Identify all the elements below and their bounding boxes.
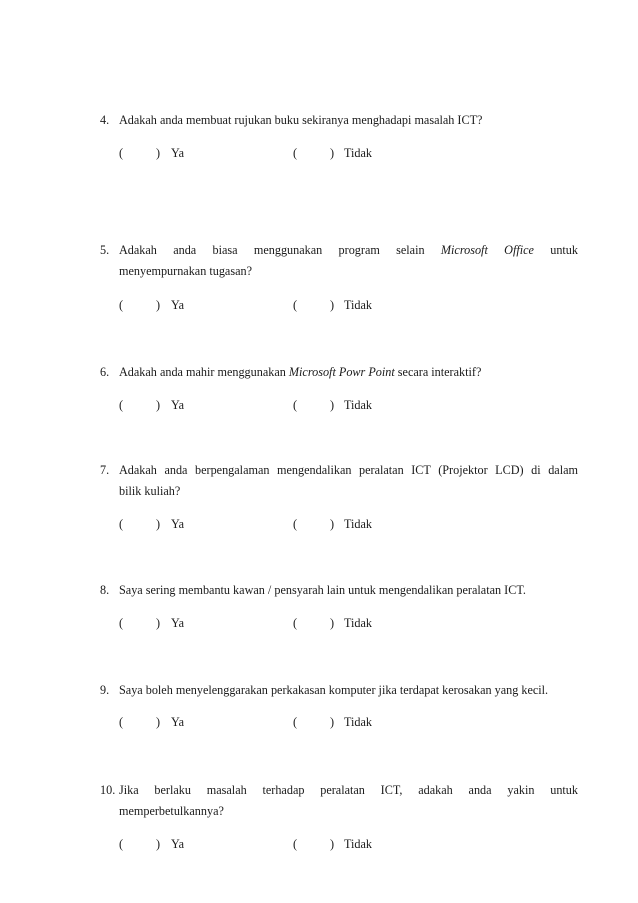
question-10 — [100, 780, 578, 822]
question-text-emphasis: Microsoft Powr Point — [288, 365, 395, 379]
checkbox-close-paren[interactable]: ) — [330, 298, 335, 312]
question-text-part: Adakah anda mahir menggunakan — [119, 365, 289, 379]
option-no-label: Tidak — [344, 616, 372, 630]
option-yes-label: Ya — [171, 398, 184, 412]
question-text — [119, 362, 578, 383]
question-text-part: secara interaktif? — [394, 365, 482, 379]
checkbox-close-paren[interactable]: ) — [156, 616, 161, 630]
question-text — [119, 240, 578, 261]
checkbox-open-paren[interactable]: ( — [293, 517, 298, 531]
checkbox-open-paren[interactable]: ( — [119, 298, 124, 312]
question-text-continued: bilik kuliah? — [119, 484, 181, 498]
checkbox-open-paren[interactable]: ( — [293, 837, 298, 851]
checkbox-close-paren[interactable]: ) — [156, 715, 161, 729]
question-text-part: Adakah anda biasa menggunakan program selain — [119, 243, 441, 257]
answer-options-9 — [119, 714, 419, 730]
question-text: Adakah anda berpengalaman mengendalikan peralatan ICT (Projektor LCD) di dalam — [119, 463, 578, 477]
checkbox-open-paren[interactable]: ( — [293, 298, 298, 312]
answer-options-10 — [119, 836, 419, 852]
checkbox-open-paren[interactable]: ( — [119, 715, 124, 729]
checkbox-open-paren[interactable]: ( — [293, 616, 298, 630]
checkbox-close-paren[interactable]: ) — [156, 517, 161, 531]
checkbox-close-paren[interactable]: ) — [330, 616, 335, 630]
option-yes-label: Ya — [171, 146, 184, 160]
question-9 — [100, 680, 578, 701]
option-yes-label: Ya — [171, 616, 184, 630]
question-number: 7. — [100, 463, 110, 477]
answer-options-8 — [119, 615, 419, 631]
question-text-continued: menyempurnakan tugasan? — [119, 264, 252, 278]
question-number: 5. — [100, 243, 110, 257]
checkbox-close-paren[interactable]: ) — [156, 146, 161, 160]
option-no-label: Tidak — [344, 517, 372, 531]
option-no-label: Tidak — [344, 398, 372, 412]
question-text-continued: memperbetulkannya? — [119, 804, 224, 818]
question-4 — [100, 110, 578, 131]
question-text-emphasis: Microsoft Office — [440, 243, 534, 257]
answer-options-7 — [119, 516, 419, 532]
option-no-label: Tidak — [344, 837, 372, 851]
checkbox-close-paren[interactable]: ) — [330, 146, 335, 160]
option-no-label: Tidak — [344, 146, 372, 160]
question-8 — [100, 580, 578, 601]
option-no-label: Tidak — [344, 298, 372, 312]
question-text: Saya boleh menyelenggarakan perkakasan komputer jika terdapat kerosakan yang kecil. — [119, 683, 549, 697]
question-number: 8. — [100, 583, 110, 597]
checkbox-close-paren[interactable]: ) — [156, 298, 161, 312]
question-number: 9. — [100, 683, 110, 697]
checkbox-open-paren[interactable]: ( — [293, 715, 298, 729]
option-no-label: Tidak — [344, 715, 372, 729]
question-number: 10. — [100, 783, 116, 797]
option-yes-label: Ya — [171, 715, 184, 729]
checkbox-open-paren[interactable]: ( — [293, 146, 298, 160]
answer-options-5 — [119, 297, 419, 313]
checkbox-open-paren[interactable]: ( — [119, 837, 124, 851]
checkbox-open-paren[interactable]: ( — [119, 398, 124, 412]
checkbox-close-paren[interactable]: ) — [330, 398, 335, 412]
checkbox-close-paren[interactable]: ) — [330, 715, 335, 729]
question-5 — [100, 240, 578, 282]
question-6 — [100, 362, 578, 383]
option-yes-label: Ya — [171, 837, 184, 851]
checkbox-close-paren[interactable]: ) — [156, 398, 161, 412]
checkbox-open-paren[interactable]: ( — [119, 146, 124, 160]
question-text: Saya sering membantu kawan / pensyarah lain untuk mengendalikan peralatan ICT. — [119, 583, 526, 597]
question-number: 4. — [100, 113, 110, 127]
question-text-part: untuk — [533, 243, 578, 257]
answer-options-6 — [119, 397, 419, 413]
question-number: 6. — [100, 365, 110, 379]
checkbox-open-paren[interactable]: ( — [119, 616, 124, 630]
option-yes-label: Ya — [171, 298, 184, 312]
answer-options-4 — [119, 145, 419, 161]
checkbox-open-paren[interactable]: ( — [119, 517, 124, 531]
checkbox-open-paren[interactable]: ( — [293, 398, 298, 412]
checkbox-close-paren[interactable]: ) — [330, 517, 335, 531]
checkbox-close-paren[interactable]: ) — [156, 837, 161, 851]
option-yes-label: Ya — [171, 517, 184, 531]
question-text: Adakah anda membuat rujukan buku sekiranya menghadapi masalah ICT? — [119, 113, 483, 127]
checkbox-close-paren[interactable]: ) — [330, 837, 335, 851]
question-text: Jika berlaku masalah terhadap peralatan ICT, adakah anda yakin untuk — [119, 783, 578, 797]
question-7 — [100, 460, 578, 502]
